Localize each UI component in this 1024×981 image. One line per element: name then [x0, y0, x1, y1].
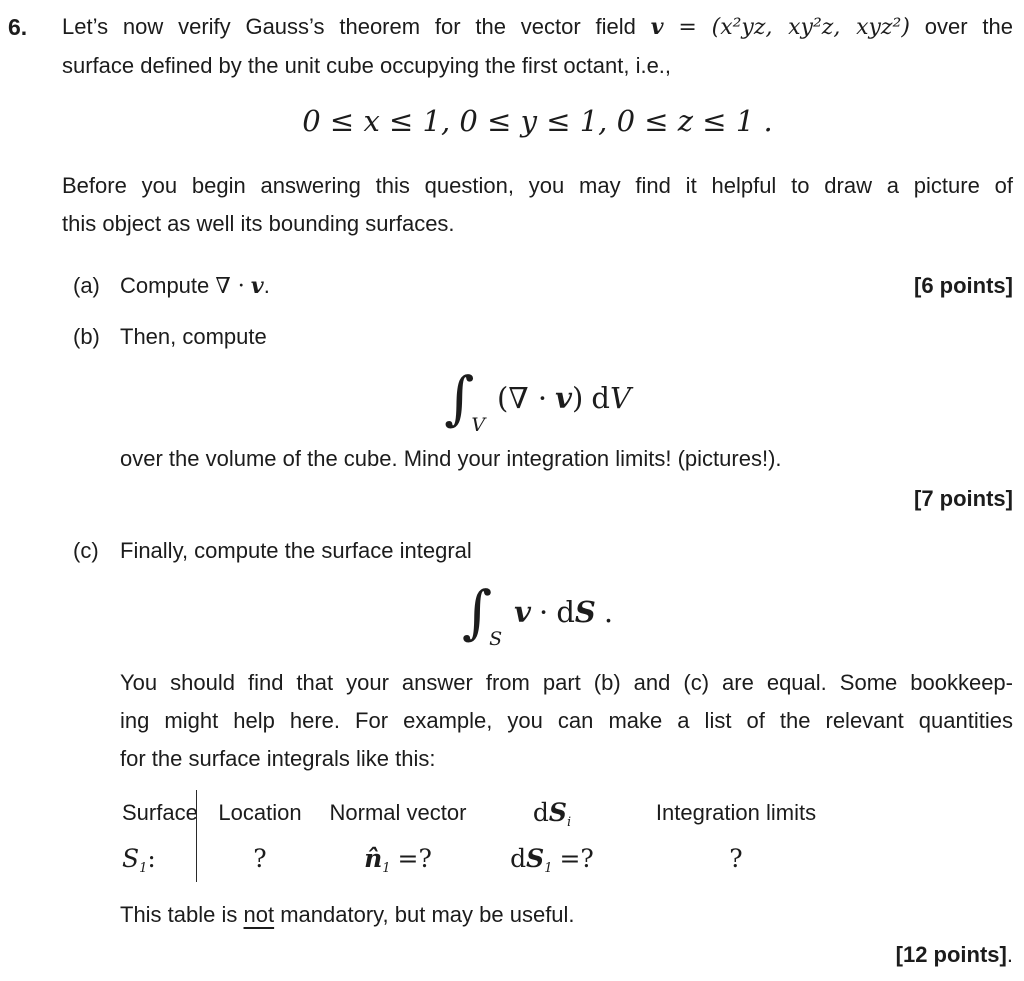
math-vector-v: v	[650, 14, 664, 40]
points-period: .	[1006, 942, 1013, 967]
part-b-text: Then, compute	[120, 324, 267, 349]
table-header-location: Location	[218, 800, 302, 825]
math-surface-S: S	[526, 844, 545, 873]
math-equals: =	[678, 15, 697, 40]
math-v: v	[250, 273, 264, 299]
part-b	[62, 318, 1013, 356]
part-c-points	[62, 936, 1013, 974]
math-v: v	[514, 594, 531, 629]
math-differential-d: d	[510, 844, 527, 873]
intro-line-1	[62, 8, 1013, 47]
integral-with-subscript	[462, 574, 502, 650]
integrand	[497, 381, 631, 416]
table-header-normal-vector: Normal vector	[329, 800, 467, 825]
part-b-continuation: over the volume of the cube. Mind your integration limits! (pictures!).	[120, 446, 782, 471]
integrand	[514, 595, 613, 630]
math-S: S	[122, 844, 140, 873]
surface-bookkeeping-table	[122, 790, 1013, 882]
problem-number: 6.	[8, 14, 28, 40]
math-subscript-i: i	[566, 815, 572, 830]
problem-6	[8, 8, 1013, 974]
points-value: [12 points]	[895, 942, 1007, 967]
problem-content	[62, 8, 1013, 974]
bounds-equation: 0 ≤ x ≤ 1, 0 ≤ y ≤ 1, 0 ≤ z ≤ 1 .	[302, 104, 773, 138]
part-b-label: (b)	[73, 324, 100, 349]
math-differential-d: d	[591, 380, 610, 415]
footnote-post: mandatory, but may be useful.	[280, 902, 575, 927]
math-dot-operator: ·	[539, 594, 549, 629]
table-vertical-rule	[196, 790, 197, 882]
note-line-1: Before you begin answering this question, you may find it helpful to draw a picture of	[62, 173, 1013, 198]
intro-text-post: over the	[924, 14, 1013, 39]
part-a-text	[120, 267, 914, 306]
integral-with-subscript	[444, 360, 485, 436]
note-line-2: this object as well its bounding surfaces.	[62, 211, 455, 236]
math-subscript-1: 1	[382, 861, 391, 876]
part-c-para-line-2: ing might help here. For example, you can make a list of the relevant quantities	[120, 708, 1013, 733]
volume-integral-equation	[62, 356, 1013, 440]
math-subscript-1: 1	[544, 861, 553, 876]
part-b-points: [7 points]	[914, 486, 1013, 511]
math-n-hat: n̂	[364, 844, 383, 873]
math-nabla-dot: ∇ ·	[215, 274, 245, 299]
part-a-label: (a)	[73, 273, 100, 298]
intro-line-2: surface defined by the unit cube occupying the first octant, i.e.,	[62, 53, 672, 78]
math-variable-V: V	[609, 380, 631, 415]
table-cell-integration-limits: ?	[729, 844, 743, 873]
surface-integral-equation	[62, 570, 1013, 654]
part-c-para-line-1: You should find that your answer from part (b) and (c) are equal. Some bookkeep-	[120, 670, 1013, 695]
math-surface-S: S	[574, 594, 596, 629]
table-cell-normal-vector	[314, 836, 482, 882]
part-a	[62, 267, 1013, 306]
math-colon: :	[147, 844, 156, 873]
table-cell-surface-s1	[122, 836, 186, 882]
math-differential-d: d	[556, 594, 575, 629]
footnote-pre: This table is	[120, 902, 238, 927]
intro-text-pre: Let’s now verify Gauss’s theorem for the vector field	[62, 14, 636, 39]
integral-subscript-V: V	[471, 414, 486, 436]
math-surface-S: S	[548, 798, 567, 827]
table-header-surface: Surface	[122, 800, 198, 825]
part-a-verb: Compute	[120, 273, 210, 298]
integral-symbol: ∫	[461, 578, 493, 646]
table-cell-dS1	[482, 836, 622, 882]
part-a-period: .	[263, 273, 270, 298]
integral-symbol: ∫	[444, 364, 475, 432]
table-cell-location: ?	[253, 844, 267, 873]
footnote-underlined-not: not	[243, 902, 275, 927]
part-c-text: Finally, compute the surface integral	[120, 538, 472, 563]
table-header-dS	[482, 790, 622, 836]
math-field-expression: (x²yz, xy²z, xyz²)	[711, 15, 910, 40]
integral-subscript-S: S	[489, 628, 503, 650]
part-c-para-line-3: for the surface integrals like this:	[120, 746, 436, 771]
math-equals-question: =?	[397, 844, 432, 873]
table-footnote	[120, 896, 1013, 934]
table-header-integration-limits: Integration limits	[655, 800, 817, 825]
math-subscript-1: 1	[139, 861, 148, 876]
math-open-nabla-dot: (∇ ·	[497, 380, 548, 415]
part-c	[62, 532, 1013, 570]
math-end-period: .	[603, 594, 614, 629]
math-v: v	[555, 380, 572, 415]
part-a-points: [6 points]	[914, 273, 1013, 298]
math-close-paren: )	[571, 380, 584, 415]
math-equals-question: =?	[559, 844, 594, 873]
part-c-label: (c)	[73, 538, 99, 563]
math-differential-d: d	[532, 798, 549, 827]
